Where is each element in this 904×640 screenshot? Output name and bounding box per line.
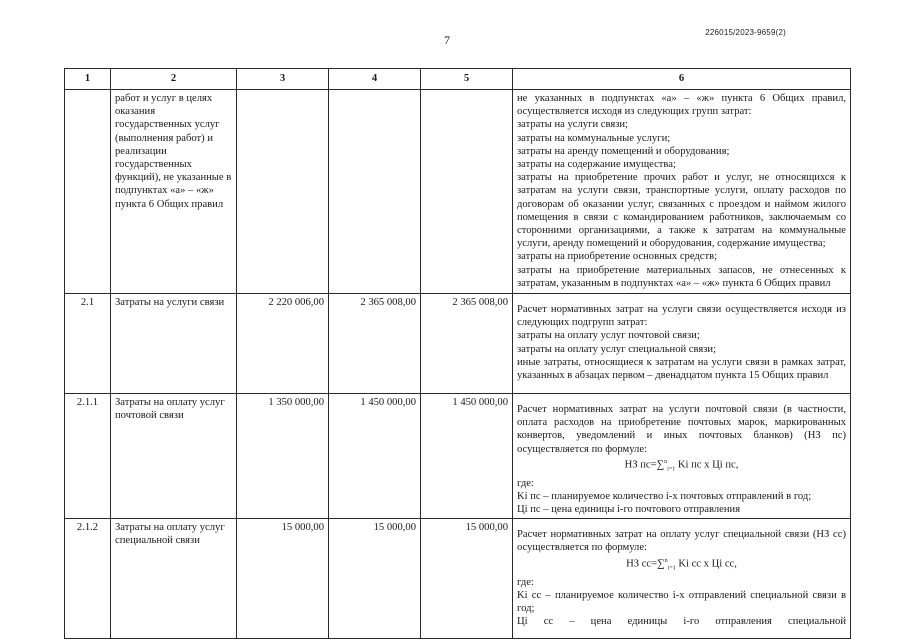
desc-line: затраты на оплату услуг специальной связи; bbox=[517, 343, 717, 355]
cost-name: работ и услуг в целях оказания государственных услуг (выполнения работ) и реализации государственных функций), не указанные в подпунктах «а» – «ж» пункта 6 Общих правил bbox=[111, 90, 237, 294]
header-col-4: 4 bbox=[329, 69, 421, 90]
where-label: где: bbox=[517, 477, 534, 489]
definition-line: Ki пс – планируемое количество i-х почтовых отправлений в год; bbox=[517, 490, 812, 502]
row-number: 2.1.2 bbox=[65, 519, 111, 639]
value-col-4: 15 000,00 bbox=[329, 519, 421, 639]
table-row bbox=[65, 294, 851, 394]
table-row bbox=[65, 90, 851, 294]
value-col-5: 2 365 008,00 bbox=[421, 294, 513, 394]
desc-line: затраты на коммунальные услуги; bbox=[517, 132, 671, 144]
header-col-5: 5 bbox=[421, 69, 513, 90]
value-col-3: 15 000,00 bbox=[237, 519, 329, 639]
desc-intro: Расчет нормативных затрат на оплату услуг специальной связи (НЗ сс) осуществляется по формуле: bbox=[517, 529, 846, 554]
cost-name: Затраты на оплату услуг специальной связи bbox=[111, 519, 237, 639]
document-id: 226015/2023-9659(2) bbox=[705, 28, 786, 37]
desc-line: затраты на аренду помещений и оборудования; bbox=[517, 145, 730, 157]
desc-line: осуществляется исходя из следующих групп затрат: bbox=[517, 106, 752, 118]
desc-intro: Расчет нормативных затрат на услуги почтовой связи (в частности, оплата расходов на приобретение почтовых марок, маркированных конвертов, уведомлений и иных почтовых бланков) (НЗ пс) осуществляется по формуле: bbox=[517, 404, 846, 455]
where-label: где: bbox=[517, 576, 534, 588]
desc-line: затраты на услуги связи; bbox=[517, 119, 628, 131]
value-col-4 bbox=[329, 90, 421, 294]
definition-line: Ki сс – планируемое количество i-х отправлений специальной связи в год; bbox=[517, 589, 846, 614]
desc-line: затраты на приобретение материальных запасов, не отнесенных к затратам, указанным в подпунктах «а» – «ж» пункта 6 Общих правил bbox=[517, 264, 846, 289]
desc-line: Расчет нормативных затрат на услуги связи осуществляется исходя из следующих подгрупп затрат: bbox=[517, 304, 846, 329]
sum-lower: i=1 bbox=[667, 565, 676, 572]
table-header-row bbox=[65, 69, 851, 90]
value-col-3: 2 220 006,00 bbox=[237, 294, 329, 394]
cost-table bbox=[64, 68, 851, 639]
cost-description bbox=[513, 90, 851, 294]
sum-upper: n bbox=[664, 458, 668, 465]
formula bbox=[517, 555, 846, 576]
cost-description bbox=[513, 294, 851, 394]
formula-right: Ki пс х Цi пс, bbox=[675, 459, 739, 471]
sum-symbol: ∑ bbox=[656, 459, 665, 471]
header-col-3: 3 bbox=[237, 69, 329, 90]
sum-symbol: ∑ bbox=[657, 558, 665, 570]
formula bbox=[517, 456, 846, 477]
sum-upper: n bbox=[664, 557, 668, 564]
formula-right: Ki сс х Цi сс, bbox=[675, 558, 737, 570]
row-number: 2.1 bbox=[65, 294, 111, 394]
formula-left: НЗ сс= bbox=[626, 558, 658, 570]
cost-description bbox=[513, 394, 851, 519]
row-number: 2.1.1 bbox=[65, 394, 111, 519]
row-number bbox=[65, 90, 111, 294]
sum-lower: i=1 bbox=[667, 466, 676, 473]
cost-name: Затраты на оплату услуг почтовой связи bbox=[111, 394, 237, 519]
value-col-3: 1 350 000,00 bbox=[237, 394, 329, 519]
desc-line: иные затраты, относящиеся к затратам на услуги связи в рамках затрат, указанных в абзацах первом – двенадцатом пункта 15 Общих правил bbox=[517, 356, 846, 382]
value-col-5 bbox=[421, 90, 513, 294]
table-row bbox=[65, 519, 851, 639]
desc-line: затраты на оплату услуг почтовой связи; bbox=[517, 330, 700, 342]
table-row bbox=[65, 394, 851, 519]
value-col-5: 15 000,00 bbox=[421, 519, 513, 639]
desc-line: затраты на приобретение прочих работ и услуг, не относящихся к затратам на услуги связи, транспортные услуги, оплату расходов по договорам об оказании услуг, связанных с проездом и наймом жилого помещения в связи с командированием работников, заключаемым со сторонними организациями, а также к затратам на коммунальные услуги, аренду помещений и оборудования, содержание имущества; bbox=[517, 172, 846, 250]
header-col-6: 6 bbox=[513, 69, 851, 90]
header-col-2: 2 bbox=[111, 69, 237, 90]
desc-line: затраты на приобретение основных средств; bbox=[517, 251, 718, 263]
definition-line: Цi пс – цена единицы i-го почтового отправления bbox=[517, 504, 741, 516]
value-col-4: 1 450 000,00 bbox=[329, 394, 421, 519]
formula-left: НЗ пс= bbox=[624, 459, 657, 471]
cost-description bbox=[513, 519, 851, 639]
value-col-4: 2 365 008,00 bbox=[329, 294, 421, 394]
value-col-3 bbox=[237, 90, 329, 294]
definition-line: Цi сс – цена единицы i-го отправления специальной bbox=[517, 616, 846, 628]
value-col-5: 1 450 000,00 bbox=[421, 394, 513, 519]
desc-line: затраты на содержание имущества; bbox=[517, 159, 676, 171]
cost-name: Затраты на услуги связи bbox=[111, 294, 237, 394]
desc-line: не указанных в подпунктах «а» – «ж» пункта 6 Общих правил, bbox=[517, 93, 846, 104]
page-number: 7 bbox=[444, 33, 450, 47]
header-col-1: 1 bbox=[65, 69, 111, 90]
